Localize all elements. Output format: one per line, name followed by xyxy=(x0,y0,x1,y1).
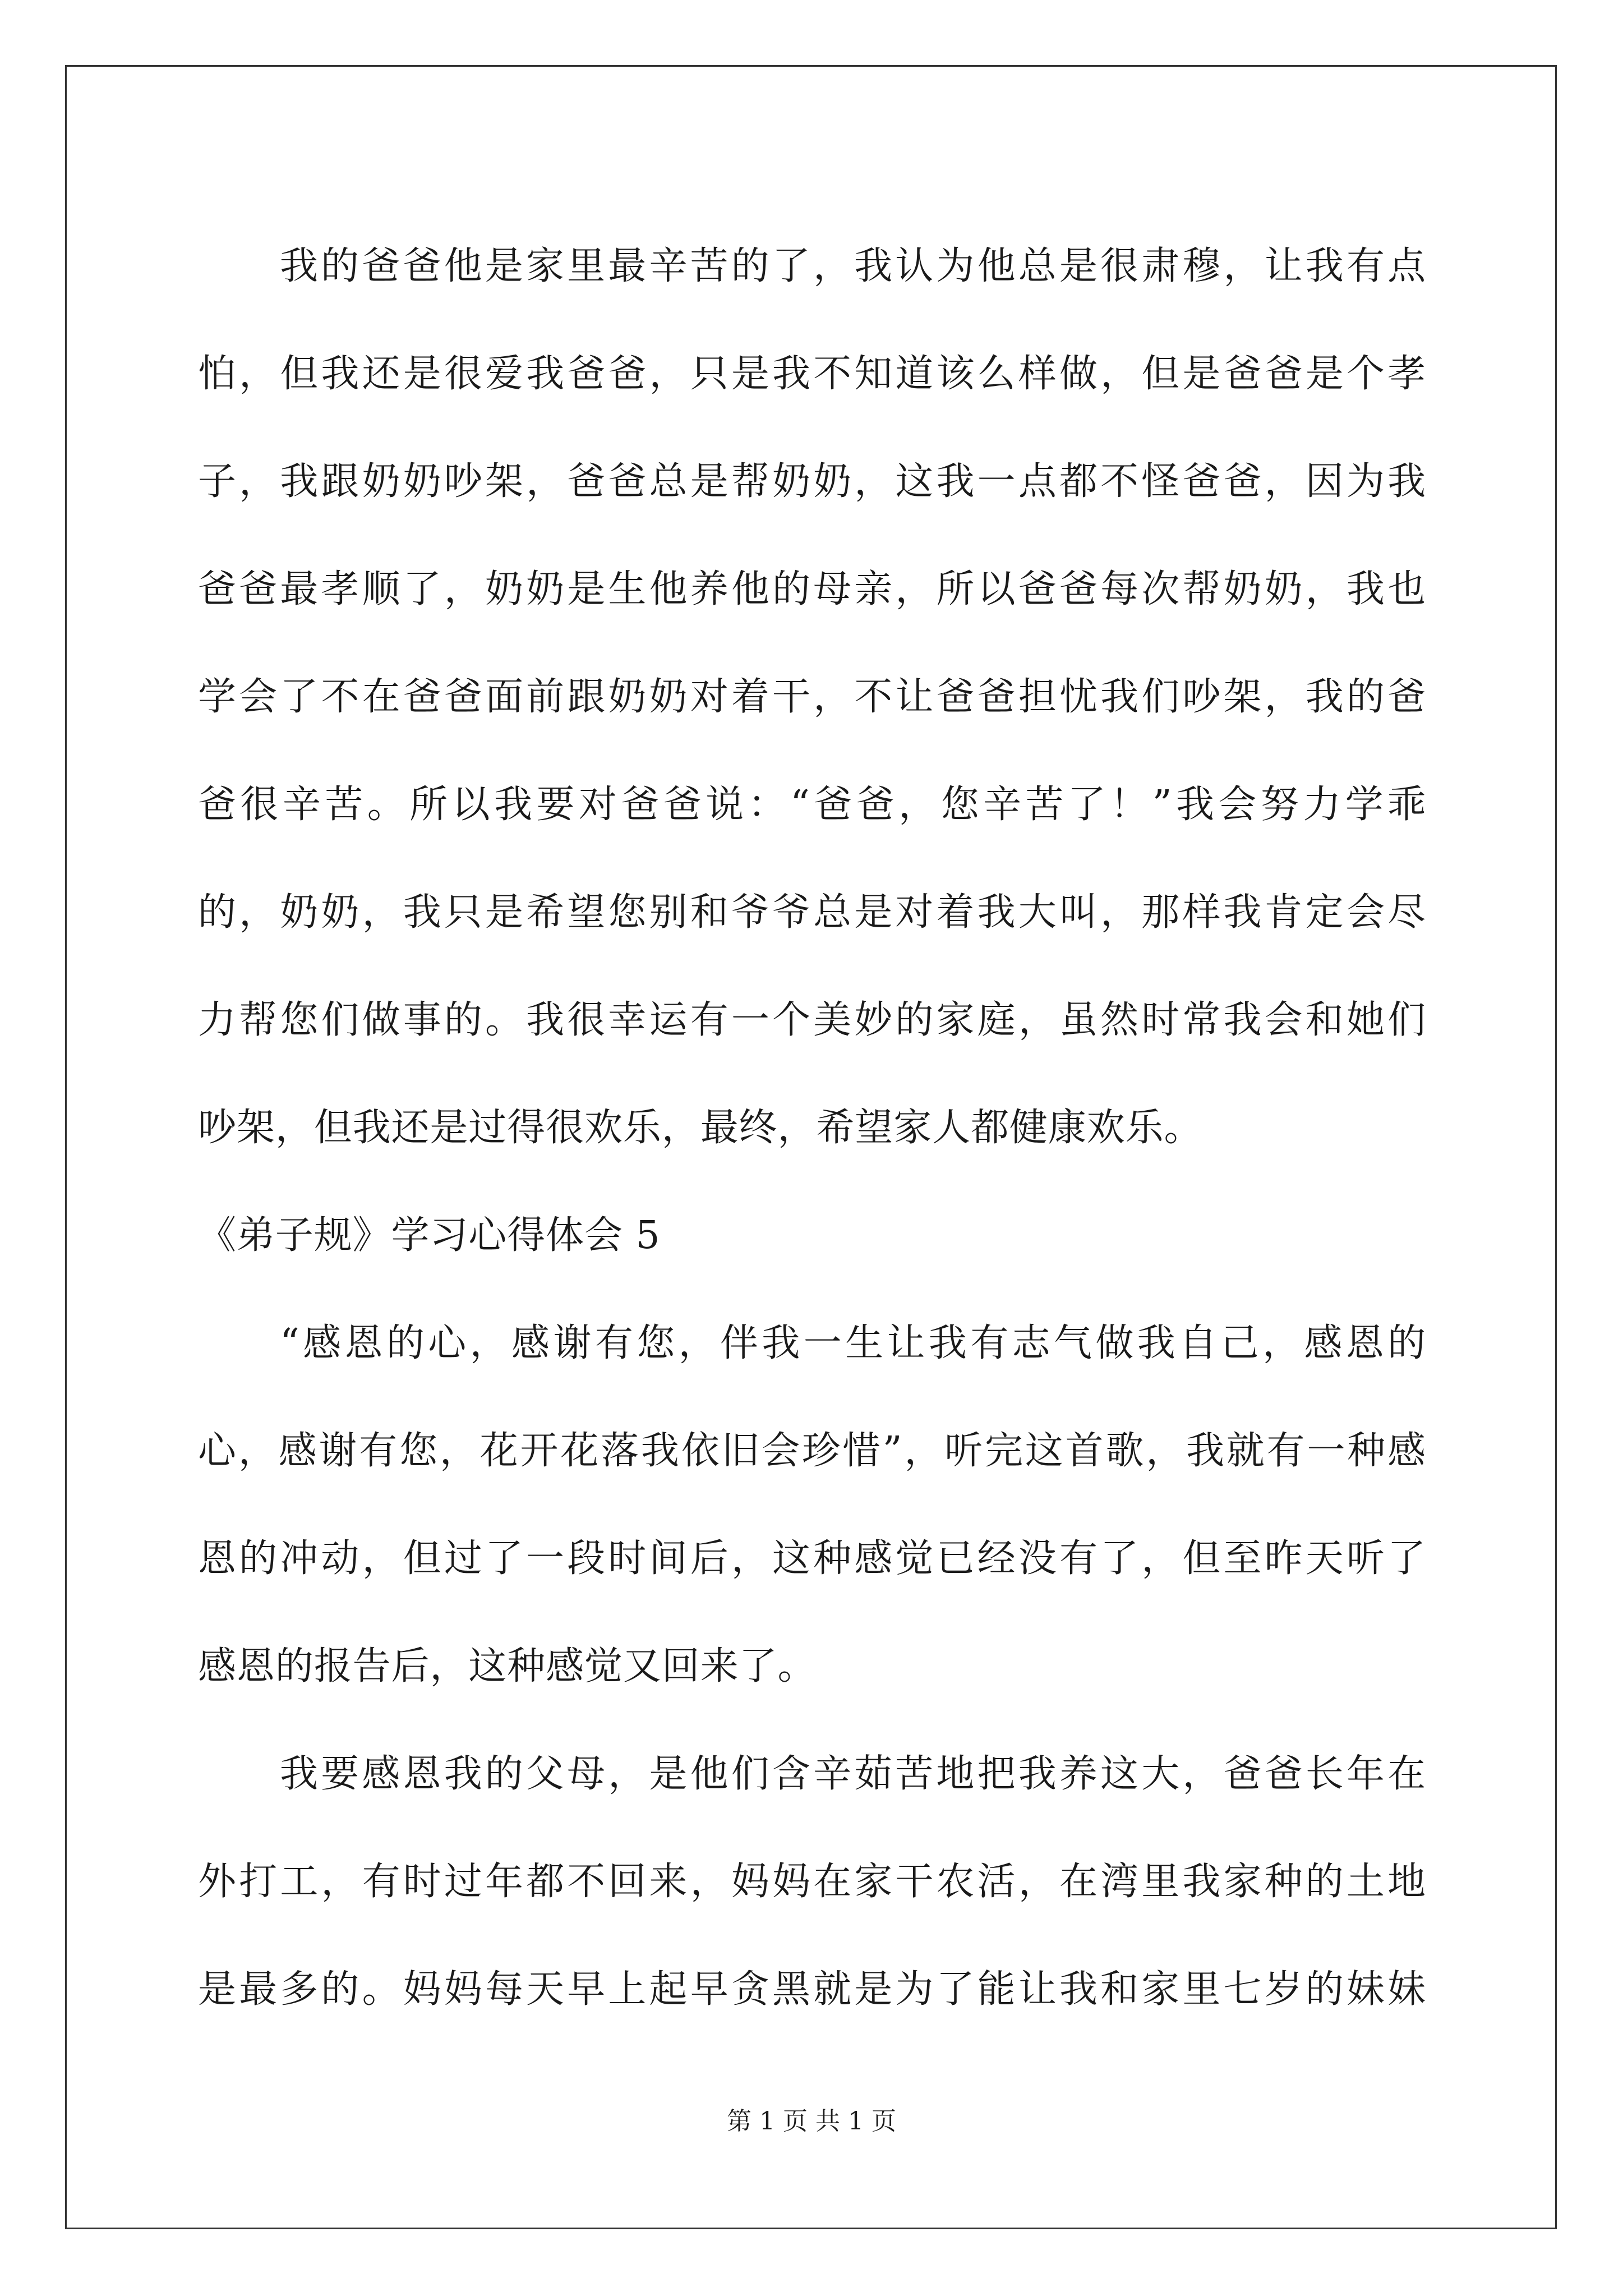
paragraph-line xyxy=(198,1609,1426,1717)
paragraph-line xyxy=(198,1286,1426,1393)
paragraph-line xyxy=(198,1393,1426,1501)
paragraph-line xyxy=(198,1717,1426,1824)
heading-text: 《弟子规》学习心得体会 5 xyxy=(198,1213,661,1258)
paragraph-line xyxy=(198,424,1426,532)
paragraph-line xyxy=(198,1070,1426,1178)
line-text: 力帮您们做事的。我很幸运有一个美妙的家庭，虽然时常我会和她们 xyxy=(198,997,1426,1042)
paragraph-line xyxy=(198,209,1426,316)
paragraph-line xyxy=(198,963,1426,1070)
line-text: 爸很辛苦。所以我要对爸爸说：“爸爸，您辛苦了！”我会努力学乖 xyxy=(198,782,1426,827)
line-text: 吵架，但我还是过得很欢乐，最终，希望家人都健康欢乐。 xyxy=(198,1105,1203,1150)
paragraph-line xyxy=(198,316,1426,424)
line-text: 是最多的。妈妈每天早上起早贪黑就是为了能让我和家里七岁的妹妹 xyxy=(198,1967,1426,2012)
page-footer xyxy=(0,2101,1623,2137)
line-text: 学会了不在爸爸面前跟奶奶对着干，不让爸爸担忧我们吵架，我的爸 xyxy=(198,674,1426,719)
paragraph-line xyxy=(198,855,1426,963)
paragraph-line xyxy=(198,1501,1426,1609)
line-text: 外打工，有时过年都不回来，妈妈在家干农活，在湾里我家种的土地 xyxy=(198,1859,1426,1904)
line-text: 爸爸最孝顺了，奶奶是生他养他的母亲，所以爸爸每次帮奶奶，我也 xyxy=(198,567,1426,611)
paragraph-line xyxy=(198,747,1426,855)
line-text: 我要感恩我的父母，是他们含辛茹苦地把我养这大，爸爸长年在 xyxy=(280,1751,1426,1796)
paragraph-line xyxy=(198,1932,1426,2040)
line-text: 子，我跟奶奶吵架，爸爸总是帮奶奶，这我一点都不怪爸爸，因为我 xyxy=(198,459,1426,504)
line-text: 心，感谢有您，花开花落我依旧会珍惜”，听完这首歌，我就有一种感 xyxy=(198,1428,1426,1473)
paragraph-line xyxy=(198,639,1426,747)
paragraph-line xyxy=(198,532,1426,639)
page-number-text: 第 1 页 共 1 页 xyxy=(727,2107,896,2136)
line-text: 恩的冲动，但过了一段时间后，这种感觉已经没有了，但至昨天听了 xyxy=(198,1536,1426,1581)
section-heading xyxy=(198,1178,1426,1286)
paragraph-line xyxy=(198,1824,1426,1932)
line-text: 我的爸爸他是家里最辛苦的了，我认为他总是很肃穆，让我有点 xyxy=(280,243,1426,288)
document-body xyxy=(198,209,1426,2040)
line-text: “感恩的心，感谢有您，伴我一生让我有志气做我自己，感恩的 xyxy=(280,1320,1426,1365)
line-text: 的，奶奶，我只是希望您别和爷爷总是对着我大叫，那样我肯定会尽 xyxy=(198,890,1426,935)
line-text: 感恩的报告后，这种感觉又回来了。 xyxy=(198,1644,817,1688)
line-text: 怕，但我还是很爱我爸爸，只是我不知道该么样做，但是爸爸是个孝 xyxy=(198,351,1426,396)
